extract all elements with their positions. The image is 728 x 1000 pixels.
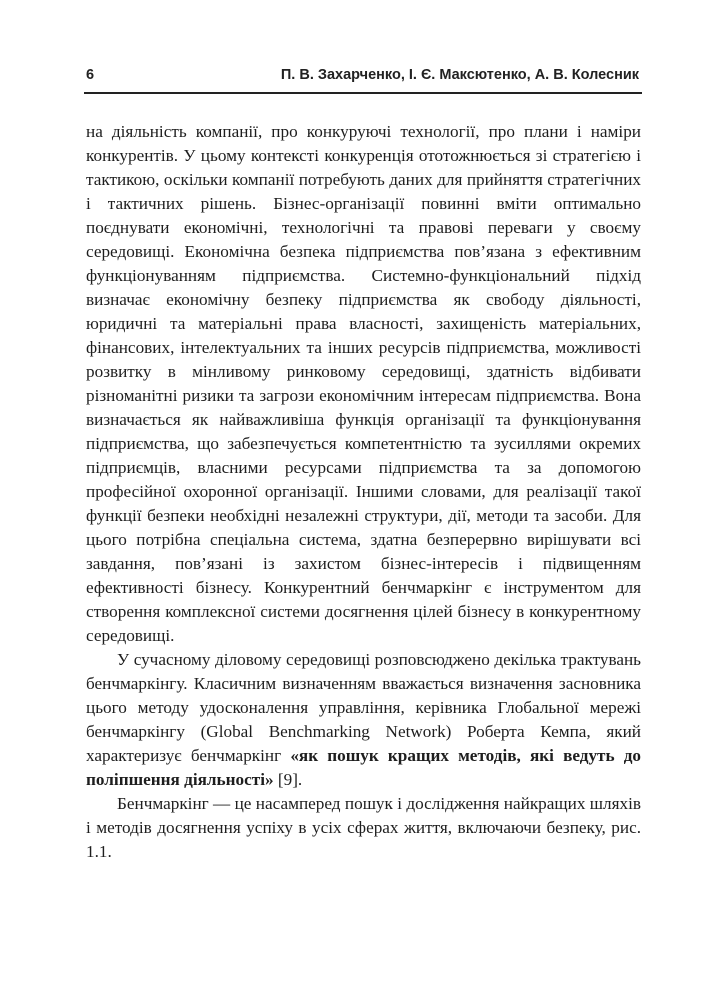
benchmarking-definition-quote: «як пошук кращих методів, які ведуть до поліпшення діяльності» (86, 746, 641, 789)
running-header-authors: П. В. Захарченко, І. Є. Максютенко, А. В. Колесник (280, 67, 639, 83)
paragraph-2 (86, 648, 641, 792)
body-text (86, 120, 641, 864)
paragraph-1: на діяльність компанії, про конкуруючі технології, про плани і наміри конкурентів. У цьому контексті конкуренція ототожнюється зі стратегією і тактикою, оскільки компанії потребують даних для прийняття стратегічних і тактичних рішень. Бізнес-організації повинні вміти оптимально поєднувати економічні, технологічні та правові переваги у своєму середовищі. Економічна безпека підприємства пов’язана з ефективним функціонуванням підприємства. Системно-функціональний підхід визначає економічну безпеку підприємства як свободу діяльності, юридичні та матеріальні права власності, захищеність матеріальних, фінансових, інтелектуальних та інших ресурсів підприємства, можливості розвитку в мінливому ринковому середовищі, здатність відбивати різноманітні ризики та загрози економічним інтересам підприємства. Вона визначається як найважливіша функція організації та функціонування підприємства, що забезпечується компетентністю та зусиллями окремих підприємців, власними ресурсами підприємства та за допомогою професійної охоронної організації. Іншими словами, для реалізації такої функції безпеки необхідні незалежні структури, дії, методи та засоби. Для цього потрібна спеціальна система, здатна безперервно вирішувати всі завдання, пов’язані із захистом бізнес-інтересів і підвищенням ефективності бізнесу. Конкурентний бенчмаркінг є інструментом для створення комплексної системи досягнення цілей бізнесу в конкурентному середовищі. (86, 122, 641, 645)
paragraph-2-text: У сучасному діловому середовищі розповсюджено декілька трактувань бенчмаркінгу. Класичним визначенням вважається визначення засновника цього методу удосконалення управління, керівника Глобальної мережі бенчмаркінгу (Global Benchmarking Network) Роберта Кемпа, який характеризує бенчмаркінг (86, 650, 641, 765)
citation-reference: [9]. (273, 770, 303, 789)
page-number: 6 (86, 67, 95, 83)
paragraph-3: Бенчмаркінг — це насамперед пошук і дослідження найкращих шляхів і методів досягнення успіху в усіх сферах життя, включаючи безпеку, рис. 1.1. (86, 794, 641, 861)
running-header (86, 64, 639, 86)
header-rule (84, 92, 642, 94)
